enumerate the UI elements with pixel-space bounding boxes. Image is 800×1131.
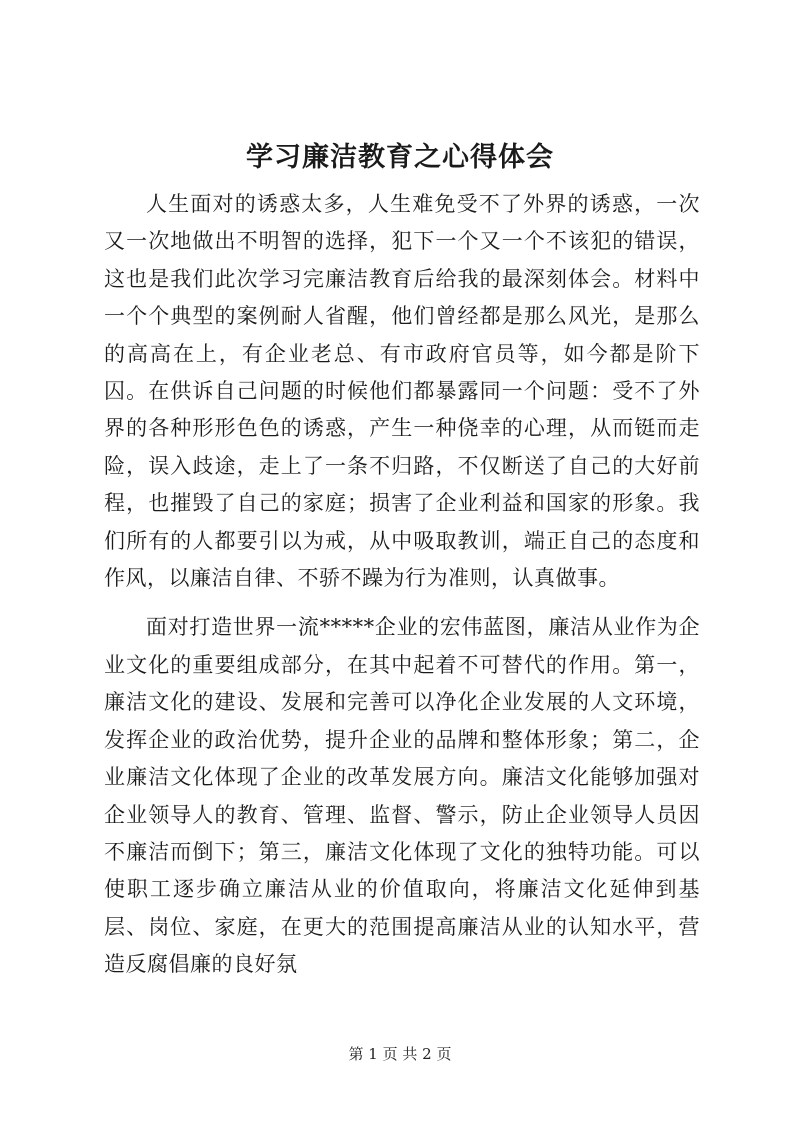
document-body (104, 186, 700, 984)
paragraph-2: 面对打造世界一流*****企业的宏伟蓝图，廉洁从业作为企业文化的重要组成部分，在其中起着不可替代的作用。第一，廉洁文化的建设、发展和完善可以净化企业发展的人文环境，发挥企业的政治优势，提升企业的品牌和整体形象；第二，企业廉洁文化体现了企业的改革发展方向。廉洁文化能够加强对企业领导人的教育、管理、监督、警示，防止企业领导人员因不廉洁而倒下；第三，廉洁文化体现了文化的独特功能。可以使职工逐步确立廉洁从业的价值取向，将廉洁文化延伸到基层、岗位、家庭，在更大的范围提高廉洁从业的认知水平，营造反腐倡廉的良好氛 (104, 615, 700, 977)
paragraph-1: 人生面对的诱惑太多，人生难免受不了外界的诱惑，一次又一次地做出不明智的选择，犯下一个又一个不该犯的错误，这也是我们此次学习完廉洁教育后给我的最深刻体会。材料中一个个典型的案例耐人省醒，他们曾经都是那么风光，是那么的高高在上，有企业老总、有市政府官员等，如今都是阶下囚。在供诉自己问题的时候他们都暴露同一个问题：受不了外界的各种形形色色的诱惑，产生一种侥幸的心理，从而铤而走险，误入歧途，走上了一条不归路，不仅断送了自己的大好前程，也摧毁了自己的家庭；损害了企业利益和国家的形象。我们所有的人都要引以为戒，从中吸取教训，端正自己的态度和作风，以廉洁自律、不骄不躁为行为准则，认真做事。 (104, 192, 700, 591)
page-footer: 第 1 页 共 2 页 (348, 1045, 452, 1063)
document-title: 学习廉洁教育之心得体会 (246, 142, 554, 173)
